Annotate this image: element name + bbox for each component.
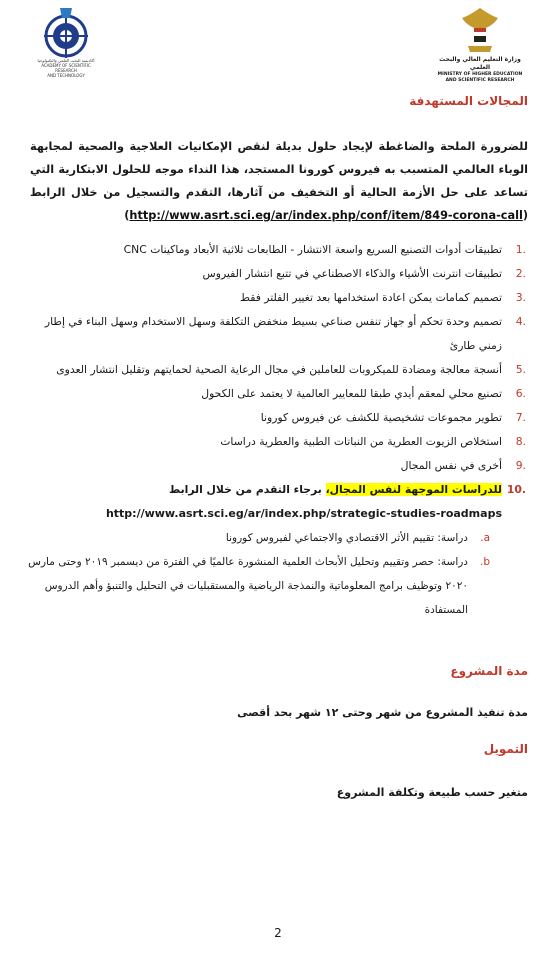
ministry-name-ar: وزارة التعليم العالي والبحث العلمي — [439, 56, 521, 71]
list-item-text: تطبيقات أدوات التصنيع السريع واسعة الانتشار - الطابعات ثلاثية الأبعاد وماكينات CNC — [123, 243, 502, 256]
section-heading-duration: مدة المشروع — [450, 664, 528, 678]
list-item-text: برجاء التقدم من خلال الرابط — [169, 483, 326, 496]
strategic-studies-link[interactable]: http://www.asrt.sci.eg/ar/index.php/strategic-studies-roadmaps — [105, 507, 502, 520]
list-item-studies — [28, 478, 528, 526]
list-number: 2. — [515, 267, 526, 280]
corona-call-link[interactable]: http://www.asrt.sci.eg/ar/index.php/conf/item/849-corona-call — [129, 209, 523, 222]
list-item — [28, 286, 528, 310]
list-item-text: تطبيقات انترنت الأشياء والذكاء الاصطناعي في تتبع انتشار الفيروس — [202, 267, 502, 280]
sub-item-letter: a. — [480, 532, 490, 544]
list-number: 9. — [515, 459, 526, 472]
asrt-logo — [30, 6, 102, 78]
sub-item — [28, 526, 494, 550]
funding-text: متغير حسب طبيعة وتكلفة المشروع — [336, 786, 528, 799]
list-item — [28, 454, 528, 478]
list-item-text: تصميم وحدة تحكم أو جهاز تنفس صناعي بسيط منخفض التكلفة وسهل الاستخدام وسهل البناء في إطار زمني طارئ — [44, 315, 502, 352]
eagle-emblem-icon — [460, 6, 500, 54]
list-number: 5. — [515, 363, 526, 376]
section-heading-target-areas: المجالات المستهدفة — [409, 94, 528, 108]
list-number: 6. — [515, 387, 526, 400]
list-number: 8. — [515, 435, 526, 448]
ministry-name-en-2: AND SCIENTIFIC RESEARCH — [445, 78, 515, 83]
list-item-text: تطوير مجموعات تشخيصية للكشف عن فيروس كورونا — [260, 411, 502, 424]
list-item — [28, 406, 528, 430]
list-item — [28, 310, 528, 358]
asrt-emblem-icon — [30, 6, 102, 58]
list-item-text: أنسجة معالجة ومضادة للميكروبات للعاملين في مجال الرعاية الصحية لحمايتهم وتقليل انتشار العدوى — [56, 363, 502, 376]
section-heading-funding: التمويل — [483, 742, 528, 756]
page-number: 2 — [274, 926, 282, 940]
list-number: 7. — [515, 411, 526, 424]
ministry-name-en-1: MINISTRY OF HIGHER EDUCATION — [437, 72, 523, 77]
sub-item-text: دراسة: تقييم الأثر الاقتصادي والاجتماعي لفيروس كورونا — [225, 532, 468, 544]
asrt-name-en-2: AND TECHNOLOGY — [47, 73, 85, 78]
list-item — [28, 262, 528, 286]
list-item — [28, 382, 528, 406]
list-item-text: أخرى في نفس المجال — [400, 459, 502, 472]
list-number: 4. — [515, 315, 526, 328]
sub-item-text: دراسة: حصر وتقييم وتحليل الأبحاث العلمية المنشورة عالميًا في الفترة من ديسمبر ٢٠١٩ وحتى مارس ٢٠٢٠ وتوظيف برامج المعلوماتية والنمذجة الرياضية والمستقبليات في التحليل والتنبؤ وأهم الدروس المستفادة — [28, 556, 468, 616]
list-number: 1. — [515, 243, 526, 256]
list-number: 3. — [515, 291, 526, 304]
list-item — [28, 358, 528, 382]
list-item-text: تصميم كمامات يمكن اعادة استخدامها بعد تغيير الفلتر فقط — [239, 291, 502, 304]
highlighted-text: للدراسات الموجهة لنفس المجال، — [325, 483, 502, 496]
list-item-text: استخلاص الزيوت العطرية من النباتات الطبية والعطرية دراسات — [220, 435, 502, 448]
duration-text: مدة تنفيذ المشروع من شهر وحتى ١٢ شهر بحد أقصى — [237, 706, 528, 719]
asrt-name-en-1: ACADEMY OF SCIENTIFIC RESEARCH — [41, 63, 91, 73]
target-areas-list — [28, 238, 528, 622]
list-item — [28, 430, 528, 454]
asrt-name-ar: أكاديمية البحث العلمي والتكنولوجيا — [37, 58, 95, 63]
ministry-logo — [432, 6, 528, 84]
intro-text: للضرورة الملحة والضاغطة لإيجاد حلول بديلة لنقص الإمكانيات العلاجية والصحية لمجابهة الوباء العالمي المتسبب به فيروس كورونا المستجد، هذا النداء موجه للحلول الابتكارية التي تساعد على حل الأزمة الحالية أو التخفيف من آثارها، التقدم والتسجيل من خلال الرابط — [30, 140, 528, 199]
list-number: 10. — [506, 483, 526, 496]
sub-item — [28, 550, 494, 622]
list-item — [28, 238, 528, 262]
sub-item-letter: b. — [479, 556, 490, 568]
list-item-text: تصنيع محلي لمعقم أيدي طبقا للمعايير العالمية لا يعتمد على الكحول — [201, 387, 502, 400]
intro-paragraph: للضرورة الملحة والضاغطة لإيجاد حلول بديلة لنقص الإمكانيات العلاجية والصحية لمجابهة الوباء العالمي المتسبب به فيروس كورونا المستجد، هذا النداء موجه للحلول الابتكارية التي تساعد على حل الأزمة الحالية أو التخفيف من آثارها، التقدم والتسجيل من خلال الرابط (http://www.asrt.sci.eg/ar/index.php/conf/item/849-corona-call) — [30, 140, 528, 222]
